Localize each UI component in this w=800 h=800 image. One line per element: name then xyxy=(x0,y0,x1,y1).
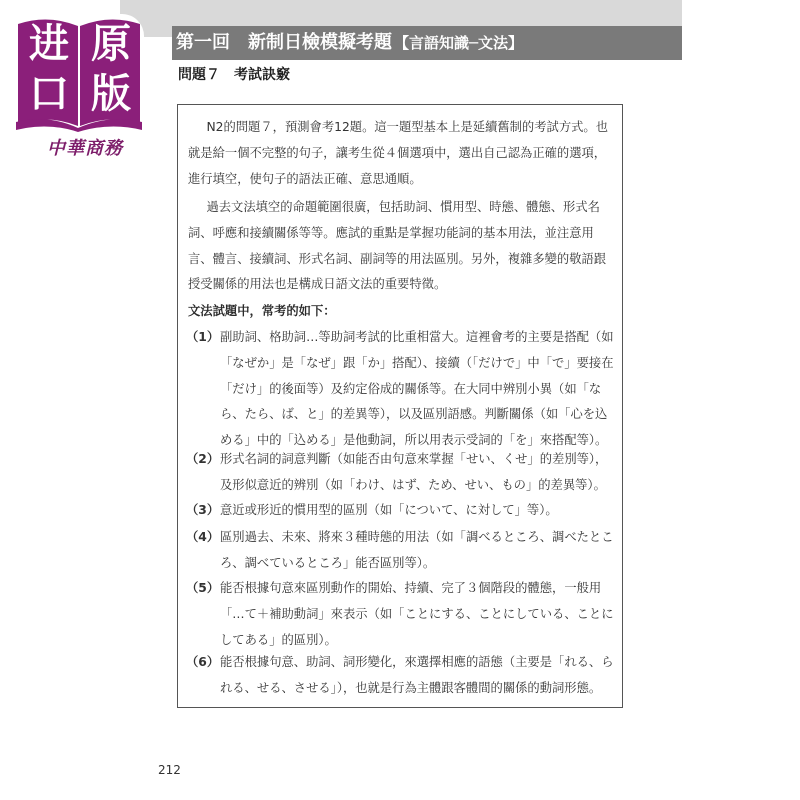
list-heading: 文法試題中，常考的如下： xyxy=(188,304,336,318)
chapter-subtitle: 【言語知識─文法】 xyxy=(394,34,524,52)
import-original-badge xyxy=(14,14,144,132)
chapter-title xyxy=(172,26,682,60)
publisher-logo-text: 中華商務 xyxy=(47,138,123,159)
list-item-text: 形式名詞的詞意判斷（如能否由句意來掌握「せい、くせ」的差別等），及形似意近的辨別（如「わけ、はず、ため、せい、もの」的差異等）。 xyxy=(220,452,608,492)
intro-paragraph-1: N2的問題７，預測會考12題。這一題型基本上是延續舊制的考試方式。也就是給一個不完整的句子，讓考生從４個選項中，選出自己認為正確的選項，進行填空，使句子的語法正確、意思通順。 xyxy=(188,120,609,186)
list-item-number: （4） xyxy=(186,530,220,544)
badge-char-kou: 口 xyxy=(29,71,69,117)
page-number: 212 xyxy=(158,763,181,777)
list-item-text: 區別過去、未來、將來３種時態的用法（如「調べるところ、調べたところ、調べているところ」能否區別等）。 xyxy=(220,530,614,570)
list-item xyxy=(186,576,616,653)
list-item-number: （3） xyxy=(186,503,220,517)
badge-char-jin: 进 xyxy=(29,21,69,67)
list-item-text: 副助詞、格助詞…等助詞考試的比重相當大。這裡會考的主要是搭配（如「なぜか」是「なぜ」跟「か」搭配）、接續（「だけで」中「で」要接在「だけ」的後面等）及約定俗成的關係等。在大同中辨別小異（如「なら、たら、ば、と」的差異等），以及區別語感。判斷關係（如「心を込める」中的「込める」是他動詞，所以用表示受詞的「を」來搭配等）。 xyxy=(220,330,614,448)
list-item-text: 能否根據句意來區別動作的開始、持續、完了３個階段的體態，一般用「…て＋補助動詞」來表示（如「ことにする、ことにしている、ことにしてある」的區別）。 xyxy=(220,581,614,647)
list-item-number: （5） xyxy=(186,581,220,595)
section-title: 問題７ 考試訣竅 xyxy=(178,67,290,83)
badge-char-yuan: 原 xyxy=(91,21,131,67)
intro-paragraph-2: 過去文法填空的命題範圍很廣，包括助詞、慣用型、時態、體態、形式名詞、呼應和接續關係等等。應試的重點是掌握功能詞的基本用法，並注意用言、體言、接續詞、形式名詞、副詞等的用法區別。另外，複雜多變的敬語跟授受關係的用法也是構成日語文法的重要特徵。 xyxy=(188,200,607,292)
badge-char-ban: 版 xyxy=(91,71,131,117)
list-item-number: （1） xyxy=(186,330,220,344)
list-item xyxy=(186,525,616,577)
list-item-text: 意近或形近的慣用型的區別（如「について、に対して」等）。 xyxy=(220,503,558,517)
list-item-text: 能否根據句意、助詞、詞形變化，來選擇相應的語態（主要是「れる、られる、せる、させる」），也就是行為主體跟客體間的關係的動詞形態。 xyxy=(220,655,614,695)
list-item xyxy=(186,498,616,524)
list-item xyxy=(186,447,616,499)
tips-box xyxy=(177,104,623,708)
list-item xyxy=(186,650,616,702)
list-item-number: （2） xyxy=(186,452,220,466)
list-item xyxy=(186,325,616,454)
chapter-title-text: 第一回 新制日檢模擬考題 xyxy=(176,32,392,53)
list-item-number: （6） xyxy=(186,655,220,669)
